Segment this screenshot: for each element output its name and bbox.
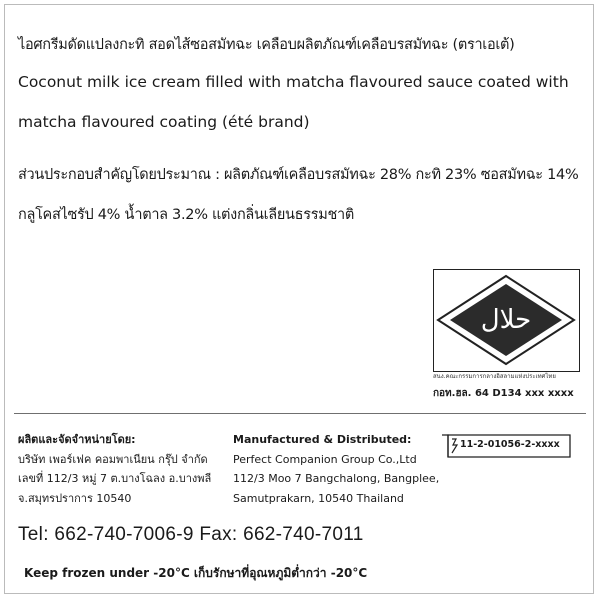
halal-mark-text: حلال bbox=[480, 305, 532, 335]
distributor-english-line3: Samutprakarn, 10540 Thailand bbox=[233, 491, 404, 505]
distributor-thai-line1: บริษัท เพอร์เฟค คอมพาเนียน กรุ๊ป จำกัด bbox=[18, 452, 208, 466]
distributor-thai-line3: จ.สมุทรปราการ 10540 bbox=[18, 491, 132, 505]
distributor-thai bbox=[18, 430, 211, 508]
halal-caption: สนง.คณะกรรมการกลางอิสลามแห่งประเทศไทย bbox=[433, 373, 556, 380]
ingredients-thai: ไอศกรีมดัดแปลงกะทิ สอดไส้ซอสมัทฉะ เคลือบผลิตภัณฑ์เคลือบรสมัทฉะ (ตราเอเต้) bbox=[18, 37, 515, 53]
halal-emblem-icon bbox=[434, 270, 578, 370]
fda-number: 11-2-01056-2-xxxx bbox=[460, 439, 560, 450]
composition-line1: ส่วนประกอบสำคัญโดยประมาณ : ผลิตภัณฑ์เคลือบรสมัทฉะ 28% กะทิ 23% ซอสมัทฉะ 14% bbox=[18, 167, 579, 183]
divider bbox=[14, 413, 586, 414]
distributor-english-line1: Perfect Companion Group Co.,Ltd bbox=[233, 452, 417, 466]
distributor-thai-heading: ผลิตและจัดจำหน่ายโดย: bbox=[18, 433, 136, 446]
fda-mark bbox=[440, 433, 572, 459]
distributor-thai-line2: เลขที่ 112/3 หมู่ 7 ต.บางโฉลง อ.บางพลี bbox=[18, 472, 212, 485]
composition-line2: กลูโคสไซรัป 4% น้ำตาล 3.2% แต่งกลิ่นเลียนธรรมชาติ bbox=[18, 207, 354, 223]
distributor-english-heading: Manufactured & Distributed: bbox=[233, 433, 412, 446]
storage-instruction: Keep frozen under -20°C เก็บรักษาที่อุณหภูมิต่ำกว่า -20°C bbox=[24, 566, 368, 580]
contact-line: Tel: 662-740-7006-9 Fax: 662-740-7011 bbox=[18, 524, 364, 545]
halal-code: กอท.ฮล. 64 D134 xxx xxxx bbox=[433, 388, 574, 399]
product-name-english-line2: matcha flavoured coating (été brand) bbox=[18, 113, 310, 131]
halal-logo bbox=[433, 269, 580, 372]
distributor-english bbox=[233, 430, 439, 508]
product-name-english-line1: Coconut milk ice cream filled with matcha flavoured sauce coated with bbox=[18, 73, 569, 91]
distributor-english-line2: 112/3 Moo 7 Bangchalong, Bangplee, bbox=[233, 472, 440, 485]
